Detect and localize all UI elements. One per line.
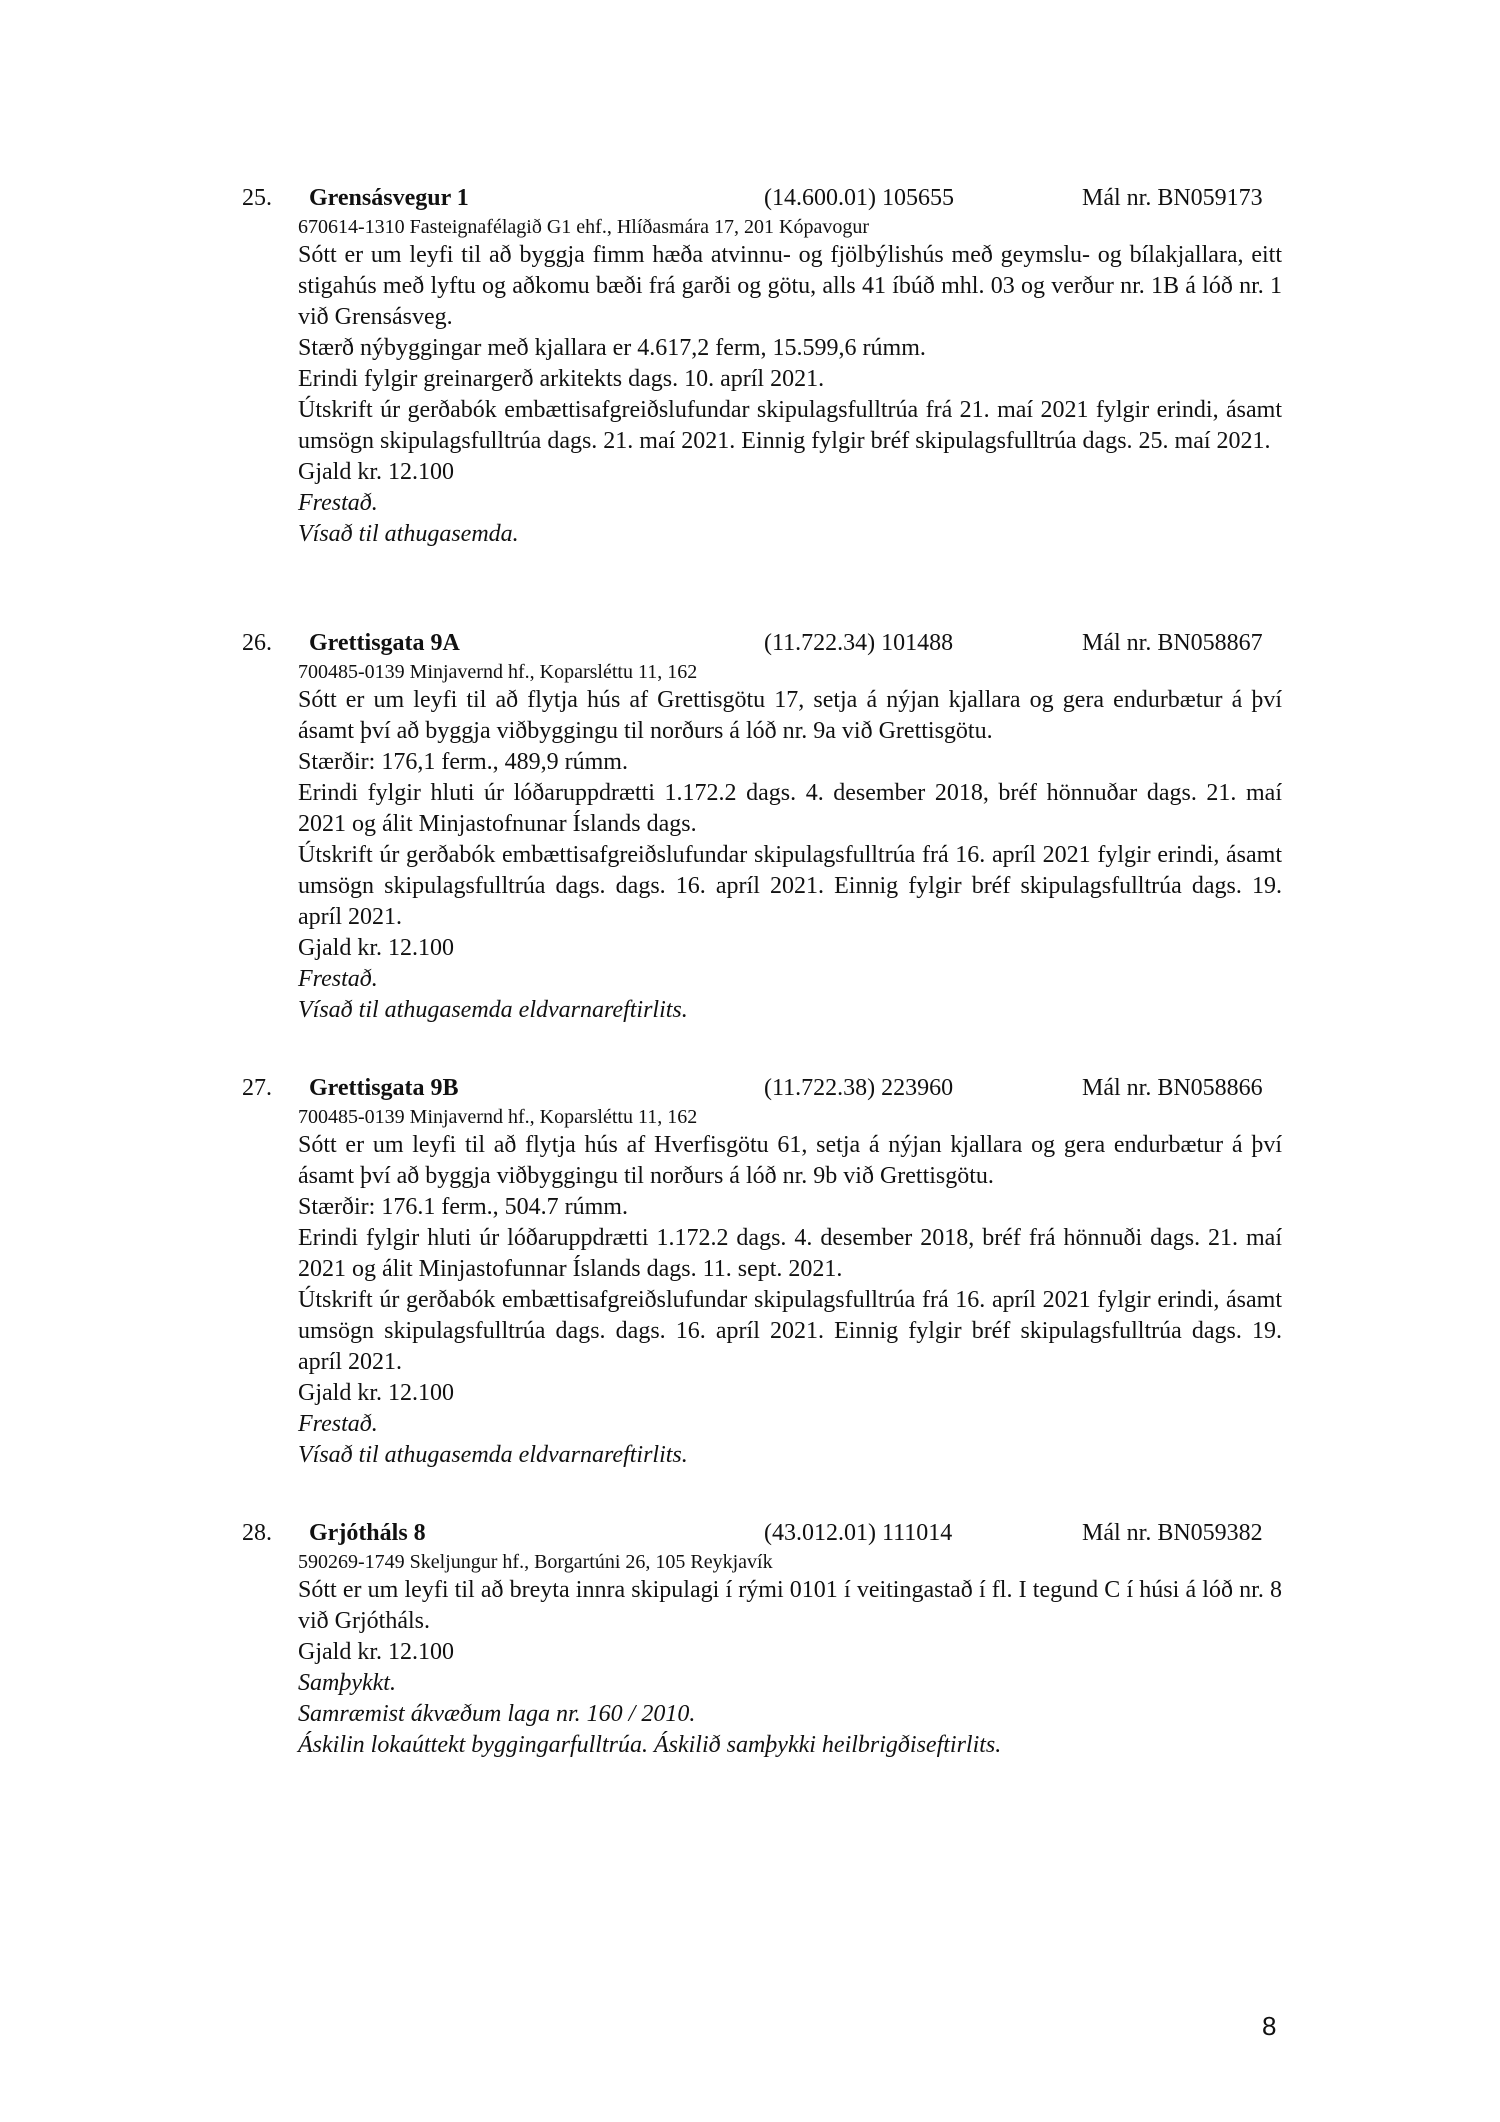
entry-header [242, 1072, 1302, 1104]
decision-note: Vísað til athugasemda. [298, 521, 519, 547]
entry-case-number: Mál nr. BN058866 [1082, 1075, 1263, 1101]
applicant: 590269-1749 Skeljungur hf., Borgartúni 26, 105 Reykjavík [298, 1551, 773, 1573]
entry-body [298, 1104, 1282, 1471]
description: Sótt er um leyfi til að flytja hús af Hverfisgötu 61, setja á nýjan kjallara og gera endurbætur á því ásamt því að byggja viðbyggingu til norðurs á lóð nr. 9b við Grettisgötu. [298, 1132, 1282, 1189]
attachment-info: Erindi fylgir hluti úr lóðaruppdrætti 1.172.2 dags. 4. desember 2018, bréf frá hönnuði dags. 21. maí 2021 og álit Minjastofunnar Íslands dags. 11. sept. 2021. [298, 1225, 1282, 1282]
entry-number: 26. [242, 630, 272, 656]
applicant: 700485-0139 Minjavernd hf., Koparsléttu 11, 162 [298, 661, 698, 683]
entry-case-number: Mál nr. BN058867 [1082, 630, 1263, 656]
decision: Frestað. [298, 1411, 378, 1437]
decision-note: Vísað til athugasemda eldvarnareftirlits. [298, 997, 688, 1023]
fee: Gjald kr. 12.100 [298, 935, 454, 961]
description: Sótt er um leyfi til að breyta innra skipulagi í rými 0101 í veitingastað í fl. I tegund C í húsi á lóð nr. 8 við Grjótháls. [298, 1577, 1282, 1634]
decision-note: Samræmist ákvæðum laga nr. 160 / 2010. [298, 1701, 696, 1727]
size-info: Stærðir: 176,1 ferm., 489,9 rúmm. [298, 749, 628, 775]
decision-condition: Áskilin lokaúttekt byggingarfulltrúa. Áskilið samþykki heilbrigðiseftirlits. [298, 1732, 1002, 1758]
entry-header [242, 1517, 1302, 1549]
decision: Samþykkt. [298, 1670, 396, 1696]
applicant: 670614-1310 Fasteignafélagið G1 ehf., Hlíðasmára 17, 201 Kópavogur [298, 216, 869, 238]
entry-body [298, 659, 1282, 1026]
entry-25 [242, 182, 1302, 550]
decision: Frestað. [298, 966, 378, 992]
minutes-info: Útskrift úr gerðabók embættisafgreiðslufundar skipulagsfulltrúa frá 16. apríl 2021 fylgir erindi, ásamt umsögn skipulagsfulltrúa dags. dags. 16. apríl 2021. Einnig fylgir bréf skipulagsfulltrúa dags. 19. apríl 2021. [298, 842, 1282, 930]
entry-body [298, 214, 1282, 550]
entry-address: Grettisgata 9B [309, 1075, 459, 1101]
entry-header [242, 627, 1302, 659]
minutes-info: Útskrift úr gerðabók embættisafgreiðslufundar skipulagsfulltrúa frá 16. apríl 2021 fylgir erindi, ásamt umsögn skipulagsfulltrúa dags. dags. 16. apríl 2021. Einnig fylgir bréf skipulagsfulltrúa dags. 19. apríl 2021. [298, 1287, 1282, 1375]
description: Sótt er um leyfi til að byggja fimm hæða atvinnu- og fjölbýlishús með geymslu- og bílakjallara, eitt stigahús með lyftu og aðkomu bæði frá garði og götu, alls 41 íbúð mhl. 03 og verður nr. 1B á lóð nr. 1 við Grensásveg. [298, 242, 1282, 330]
entry-header [242, 182, 1302, 214]
entry-number: 27. [242, 1075, 272, 1101]
entry-case-number: Mál nr. BN059382 [1082, 1520, 1263, 1546]
entry-28 [242, 1517, 1302, 1761]
applicant: 700485-0139 Minjavernd hf., Koparsléttu 11, 162 [298, 1106, 698, 1128]
entry-27 [242, 1072, 1302, 1471]
entry-case-number: Mál nr. BN059173 [1082, 185, 1263, 211]
entry-land-ref: (11.722.34) 101488 [764, 630, 954, 656]
entry-land-ref: (14.600.01) 105655 [764, 185, 954, 211]
entry-number: 28. [242, 1520, 272, 1546]
decision: Frestað. [298, 490, 378, 516]
entry-address: Grjótháls 8 [309, 1520, 426, 1546]
entry-body [298, 1549, 1282, 1761]
entry-land-ref: (43.012.01) 111014 [764, 1520, 953, 1546]
size-info: Stærð nýbyggingar með kjallara er 4.617,2 ferm, 15.599,6 rúmm. [298, 335, 926, 361]
fee: Gjald kr. 12.100 [298, 1380, 454, 1406]
fee: Gjald kr. 12.100 [298, 459, 454, 485]
page-number: 8 [1262, 2011, 1277, 2041]
decision-note: Vísað til athugasemda eldvarnareftirlits. [298, 1442, 688, 1468]
entry-address: Grensásvegur 1 [309, 185, 469, 211]
size-info: Stærðir: 176.1 ferm., 504.7 rúmm. [298, 1194, 628, 1220]
entry-address: Grettisgata 9A [309, 630, 460, 656]
minutes-info: Útskrift úr gerðabók embættisafgreiðslufundar skipulagsfulltrúa frá 21. maí 2021 fylgir erindi, ásamt umsögn skipulagsfulltrúa dags. 21. maí 2021. Einnig fylgir bréf skipulagsfulltrúa dags. 25. maí 2021. [298, 397, 1282, 454]
entry-land-ref: (11.722.38) 223960 [764, 1075, 954, 1101]
entry-26 [242, 627, 1302, 1026]
attachment-info: Erindi fylgir hluti úr lóðaruppdrætti 1.172.2 dags. 4. desember 2018, bréf hönnuðar dags. 21. maí 2021 og álit Minjastofnunar Íslands dags. [298, 780, 1282, 837]
entry-number: 25. [242, 185, 272, 211]
description: Sótt er um leyfi til að flytja hús af Grettisgötu 17, setja á nýjan kjallara og gera endurbætur á því ásamt því að byggja viðbyggingu til norðurs á lóð nr. 9a við Grettisgötu. [298, 687, 1282, 744]
fee: Gjald kr. 12.100 [298, 1639, 454, 1665]
attachment-info: Erindi fylgir greinargerð arkitekts dags. 10. apríl 2021. [298, 366, 825, 392]
